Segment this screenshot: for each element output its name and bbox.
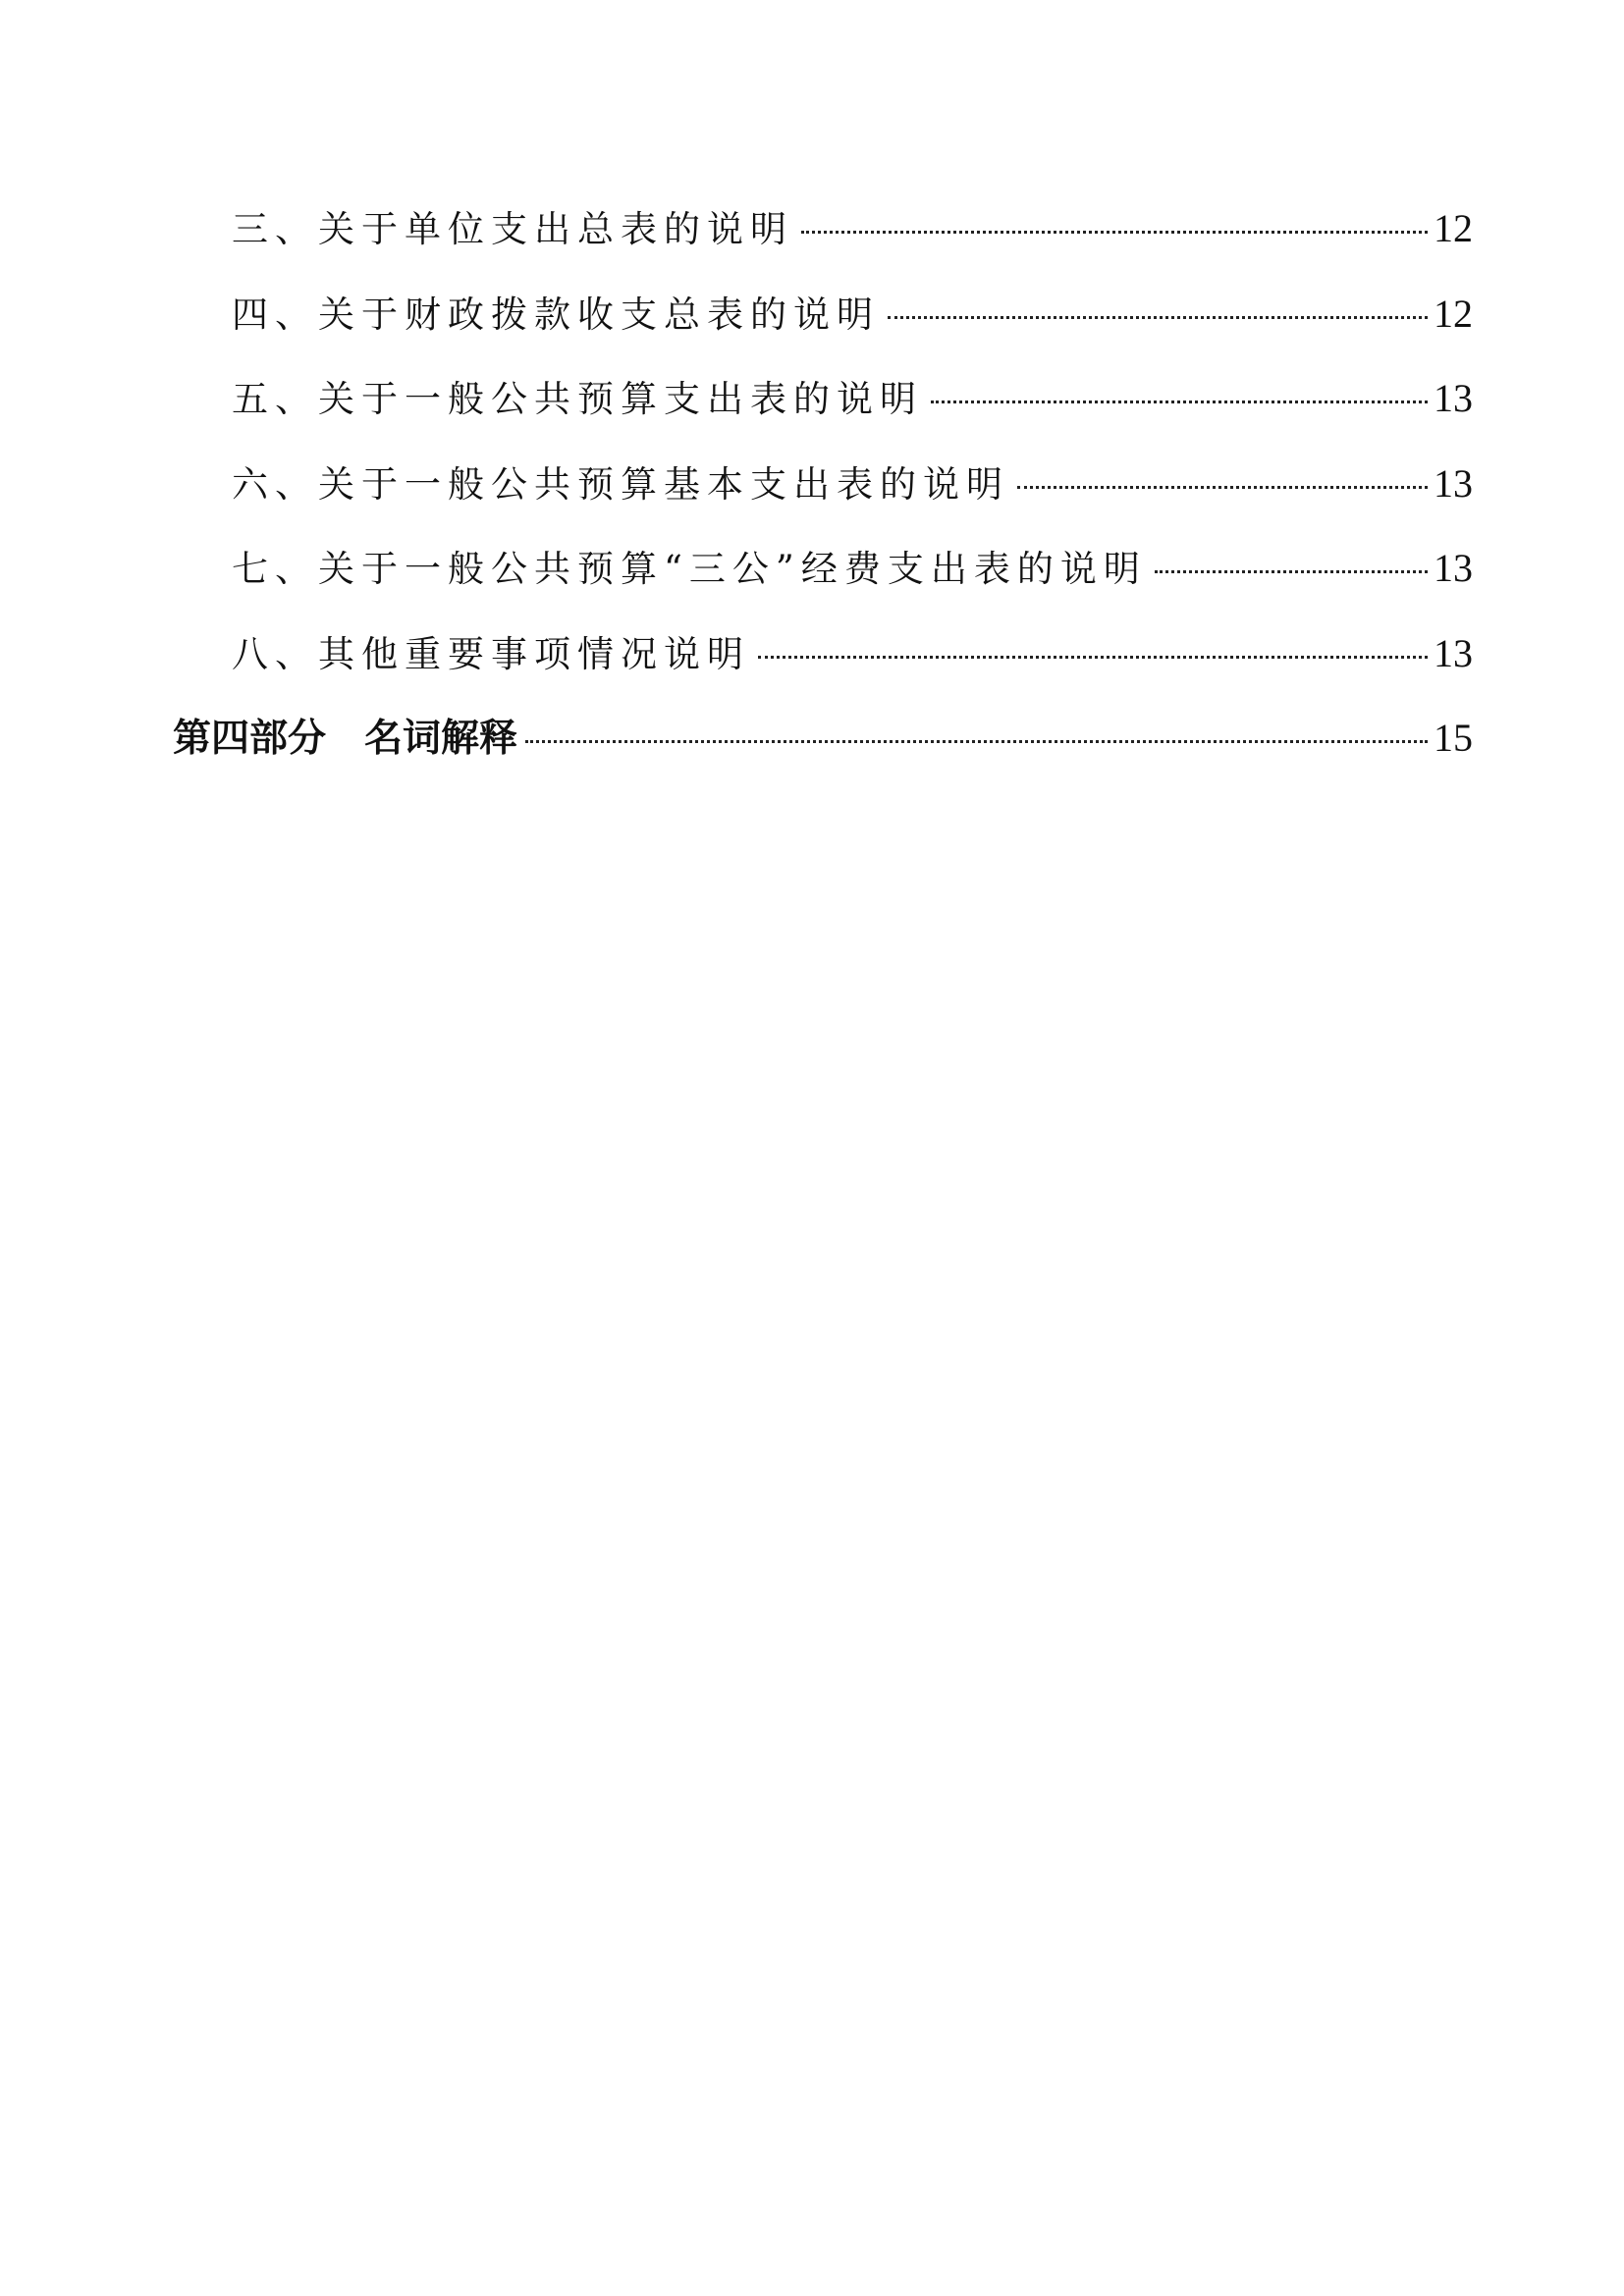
toc-entry-page: 15 — [1434, 716, 1473, 760]
toc-entry-page: 12 — [1434, 206, 1473, 250]
toc-entry-section-3[interactable] — [173, 187, 1473, 272]
toc-entry-section-8[interactable] — [173, 612, 1473, 697]
toc-entry-page: 13 — [1434, 376, 1473, 420]
dot-leader — [525, 740, 1428, 743]
toc-entry-section-7[interactable] — [173, 526, 1473, 612]
toc-entry-title: 四、关于财政拨款收支总表的说明 — [232, 293, 880, 336]
table-of-contents — [173, 187, 1473, 781]
dot-leader — [931, 400, 1428, 403]
toc-entry-title: 五、关于一般公共预算支出表的说明 — [232, 378, 923, 420]
toc-entry-part-4[interactable] — [173, 696, 1473, 781]
toc-entry-page: 13 — [1434, 460, 1473, 506]
toc-entry-title: 第四部分 名词解释 — [173, 717, 518, 761]
toc-entry-section-4[interactable] — [173, 272, 1473, 357]
dot-leader — [758, 656, 1428, 659]
dot-leader — [888, 316, 1428, 319]
toc-entry-title: 八、其他重要事项情况说明 — [232, 632, 750, 675]
toc-entry-page: 13 — [1434, 546, 1473, 590]
dot-leader — [1017, 486, 1428, 489]
dot-leader — [1155, 570, 1428, 573]
toc-entry-title: 六、关于一般公共预算基本支出表的说明 — [232, 462, 1009, 506]
toc-entry-page: 12 — [1434, 291, 1473, 336]
toc-entry-title: 七、关于一般公共预算“三公”经费支出表的说明 — [232, 548, 1147, 590]
toc-entry-section-5[interactable] — [173, 356, 1473, 442]
dot-leader — [801, 231, 1428, 234]
toc-entry-title: 三、关于单位支出总表的说明 — [232, 208, 793, 250]
toc-entry-section-6[interactable] — [173, 442, 1473, 527]
toc-entry-page: 13 — [1434, 630, 1473, 675]
